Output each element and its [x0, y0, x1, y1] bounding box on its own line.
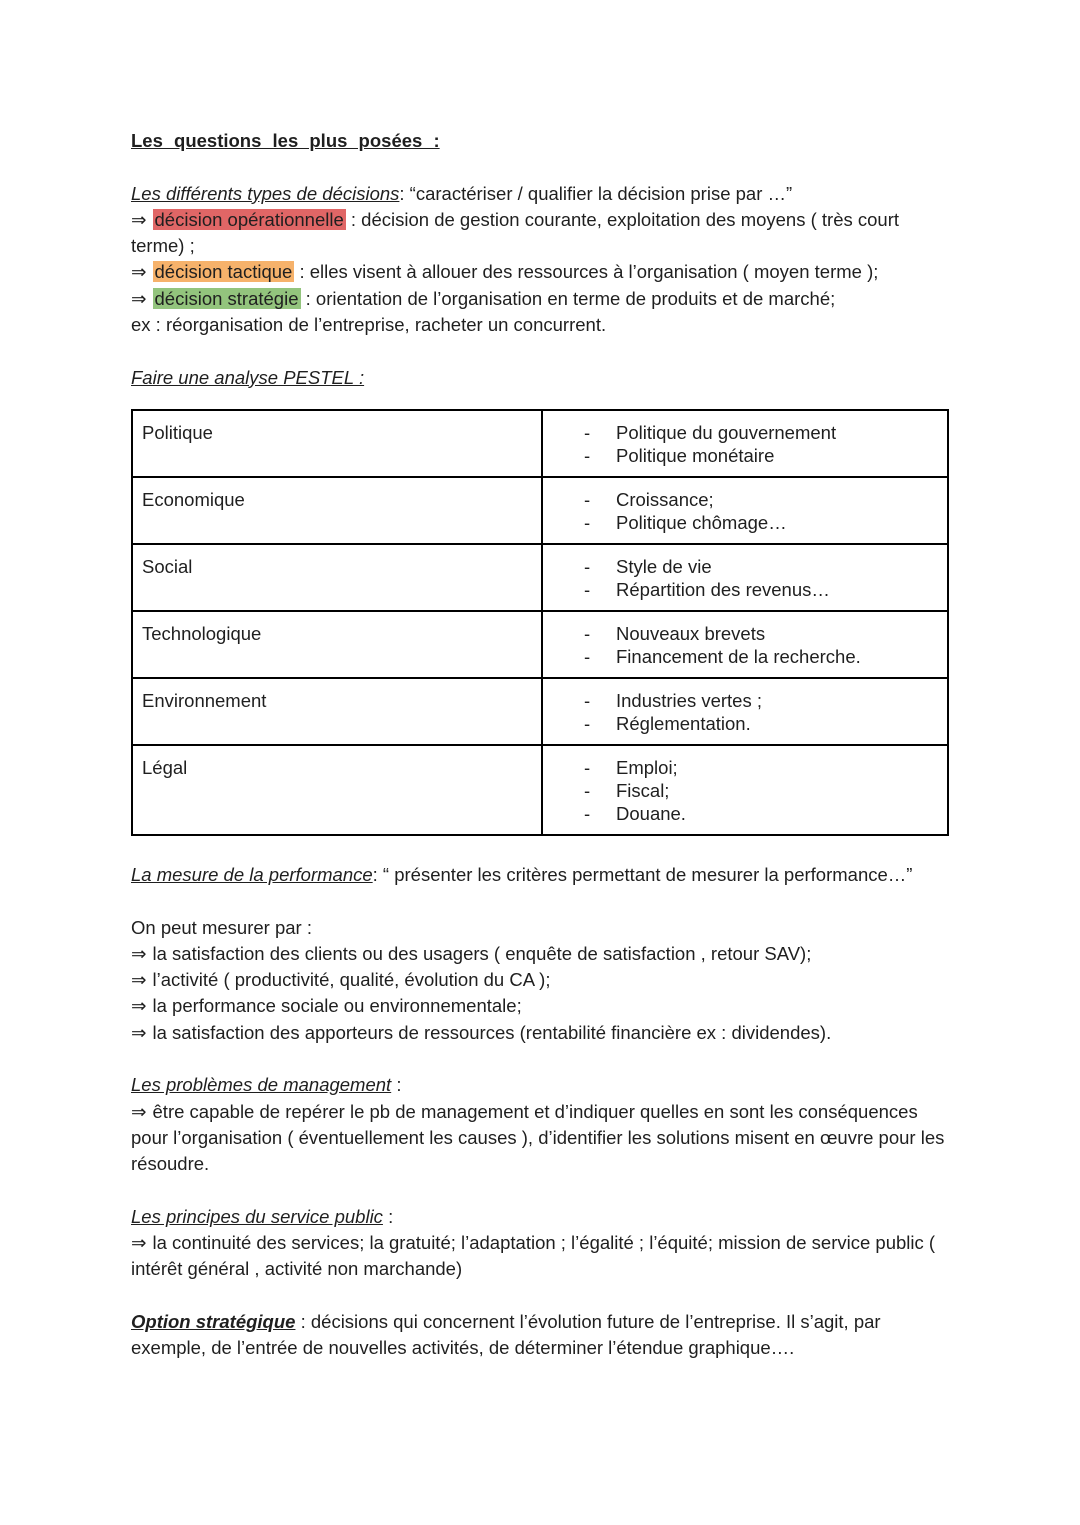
option-strategique: Option stratégique : décisions qui concernent l’évolution future de l’entreprise. Il s’agit, par exemple, de l’entrée de nouvelles activités, de déterminer l’étendue graphique….	[131, 1311, 881, 1359]
table-row	[132, 544, 948, 611]
pestel-items-cell	[542, 745, 948, 835]
arrow-icon: ⇒	[131, 287, 147, 309]
pestel-items-cell	[542, 611, 948, 678]
pestel-items-cell	[542, 410, 948, 477]
pestel-factor: Social	[132, 544, 542, 611]
highlight-operationnelle: décision opérationnelle	[154, 208, 344, 230]
list-item: - Fiscal;	[552, 779, 938, 802]
pestel-heading: Faire une analyse PESTEL :	[131, 366, 365, 388]
arrow-icon: ⇒	[131, 969, 147, 991]
list-item: - Répartition des revenus…	[552, 578, 938, 601]
table-row	[132, 678, 948, 745]
pestel-factor: Economique	[132, 477, 542, 544]
performance-heading: La mesure de la performance	[131, 863, 373, 885]
list-item: - Réglementation.	[552, 712, 938, 735]
pestel-items-cell	[542, 544, 948, 611]
decision-item-tactique: ⇒ décision tactique : elles visent à allouer des ressources à l’organisation ( moyen terme );	[131, 261, 879, 283]
list-item: - Douane.	[552, 802, 938, 825]
pestel-factor: Politique	[132, 410, 542, 477]
pestel-factor: Technologique	[132, 611, 542, 678]
list-item: - Style de vie	[552, 555, 938, 578]
decisions-intro-text: : “caractériser / qualifier la décision prise par …”	[399, 182, 793, 204]
service-public-heading-line: Les principes du service public :	[131, 1205, 394, 1227]
performance-lead: On peut mesurer par :	[131, 916, 312, 938]
management-text: ⇒ être capable de repérer le pb de management et d’indiquer quelles en sont les conséquences pour l’organisation ( éventuellement les causes ), d’identifier les solutions misent en œuvre pour les résoudre.	[131, 1100, 945, 1175]
arrow-icon: ⇒	[131, 208, 147, 230]
pestel-items-cell	[542, 477, 948, 544]
arrow-icon: ⇒	[131, 995, 147, 1017]
pestel-factor: Légal	[132, 745, 542, 835]
arrow-icon: ⇒	[131, 1100, 147, 1122]
list-item: - Nouveaux brevets	[552, 622, 938, 645]
pestel-table	[131, 409, 949, 836]
table-row	[132, 477, 948, 544]
option-heading: Option stratégique	[131, 1311, 296, 1333]
list-item: - Croissance;	[552, 488, 938, 511]
list-item: ⇒ la satisfaction des clients ou des usagers ( enquête de satisfaction , retour SAV);	[131, 942, 812, 964]
decisions-example: ex : réorganisation de l’entreprise, racheter un concurrent.	[131, 314, 607, 336]
table-row	[132, 745, 948, 835]
decision-item-strategie: ⇒ décision stratégie : orientation de l’organisation en terme de produits et de marché;	[131, 287, 836, 309]
list-item: ⇒ la performance sociale ou environnementale;	[131, 995, 522, 1017]
page-title: Les questions les plus posées :	[131, 130, 440, 151]
management-heading: Les problèmes de management	[131, 1074, 392, 1096]
decisions-intro	[131, 181, 951, 207]
arrow-icon: ⇒	[131, 261, 147, 283]
list-item: ⇒ la satisfaction des apporteurs de ressources (rentabilité financière ex : dividendes).	[131, 1021, 832, 1043]
management-heading-line: Les problèmes de management :	[131, 1074, 402, 1096]
list-item: - Emploi;	[552, 756, 938, 779]
pestel-factor: Environnement	[132, 678, 542, 745]
list-item: - Industries vertes ;	[552, 689, 938, 712]
pestel-items-cell	[542, 678, 948, 745]
highlight-strategie: décision stratégie	[154, 287, 299, 309]
decision-item-operationnelle: ⇒ décision opérationnelle : décision de gestion courante, exploitation des moyens ( très court terme) ;	[131, 208, 900, 257]
list-item: ⇒ l’activité ( productivité, qualité, évolution du CA );	[131, 969, 551, 991]
table-row	[132, 410, 948, 477]
decisions-heading: Les différents types de décisions	[131, 182, 400, 204]
list-item: - Politique monétaire	[552, 444, 938, 467]
service-public-text: ⇒ la continuité des services; la gratuité; l’adaptation ; l’égalité ; l’équité; mission de service public ( intérêt général , activité non marchande)	[131, 1232, 936, 1280]
table-row	[132, 611, 948, 678]
list-item: - Politique chômage…	[552, 511, 938, 534]
document-page	[131, 128, 951, 1362]
pestel-heading-line	[131, 365, 951, 391]
arrow-icon: ⇒	[131, 1021, 147, 1043]
list-item: - Politique du gouvernement	[552, 421, 938, 444]
service-public-heading: Les principes du service public	[131, 1205, 383, 1227]
list-item: - Financement de la recherche.	[552, 645, 938, 668]
arrow-icon: ⇒	[131, 1232, 147, 1254]
arrow-icon: ⇒	[131, 942, 147, 964]
performance-intro: La mesure de la performance: “ présenter les critères permettant de mesurer la performance…”	[131, 863, 913, 885]
highlight-tactique: décision tactique	[154, 261, 293, 283]
